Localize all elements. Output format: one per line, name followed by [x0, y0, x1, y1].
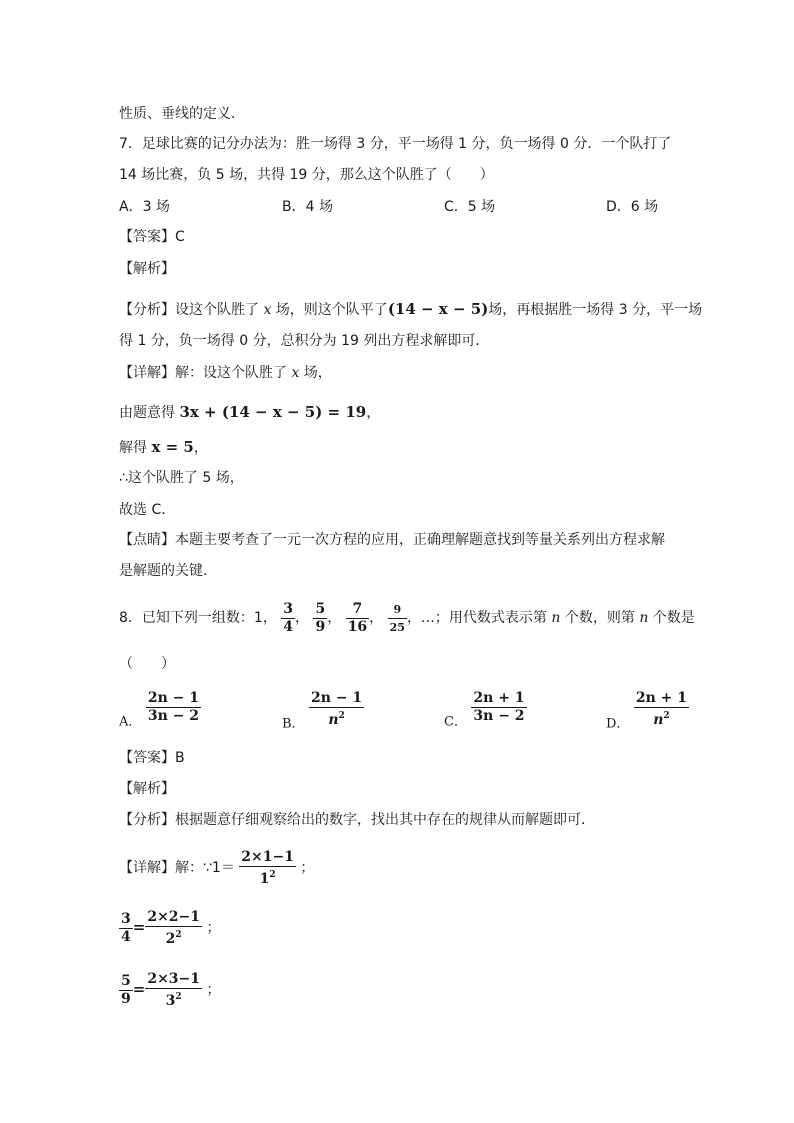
q7-solution-line: 解得 x = 5，	[119, 438, 208, 456]
q7-solution: x = 5	[151, 438, 194, 456]
q7-equation: 3x + (14 − x − 5) = 19	[179, 403, 367, 421]
q8-fraction-2: $\frac{5}{9}$	[315, 600, 326, 635]
q8-detail-right-fraction-3: $\frac{2\times 3-1}{3^2}$	[147, 970, 201, 1009]
q8-answer: 【答案】B	[119, 750, 185, 766]
q8-detail-line1: 【详解】解：∵1＝ $\frac{2\times 1-1}{1^2}$ ；	[119, 848, 315, 887]
q8-detail-left-fraction-2: $\frac{3}{4}$	[121, 910, 131, 945]
q8-option-b: B． $\frac{2n - 1}{n^2}$	[282, 690, 363, 732]
q7-jiexi-heading: 【解析】	[119, 261, 175, 277]
q8-detail-left-fraction-3: $\frac{5}{9}$	[121, 972, 131, 1007]
q7-detail: 【详解】解：设这个队胜了 x 场，	[119, 365, 332, 381]
q7-stem-line1: 7．足球比赛的记分办法为：胜一场得 3 分，平一场得 1 分，负一场得 0 分．一个队打了	[119, 136, 672, 152]
q7-stem-line2: 14 场比赛，负 5 场，共得 19 分，那么这个队胜了（ ）	[119, 167, 494, 183]
q8-fraction-3: $\frac{7}{16}$	[347, 600, 368, 635]
q8-detail-right-fraction-2: $\frac{2\times 2-1}{2^2}$	[147, 908, 201, 947]
q7-choose: 故选 C．	[119, 502, 176, 518]
q8-option-d: D． $\frac{2n + 1}{n^2}$	[606, 690, 688, 732]
q8-detail-line3: $\frac{5}{9}$ = $\frac{2\times 3-1}{3^2}$ ；	[121, 970, 221, 1009]
q8-option-c: C． $\frac{2n + 1}{3n - 2}$	[444, 690, 525, 730]
q7-analysis-line1: 【分析】设这个队胜了 x 场，则这个队平了(14 − x − 5)场，再根据胜一场得 3 分，平一场	[119, 300, 703, 318]
q8-detail-line2: $\frac{3}{4}$ = $\frac{2\times 2-1}{2^2}$ ；	[121, 908, 221, 947]
q7-comment-line1: 【点睛】本题主要考查了一元一次方程的应用，正确理解题意找到等量关系列出方程求解	[119, 532, 665, 548]
q7-equation-line: 由题意得 3x + (14 − x − 5) = 19，	[119, 403, 381, 421]
q8-fraction-4: $\frac{9}{25}$	[389, 602, 405, 634]
text-line-top: 性质、垂线的定义．	[119, 106, 245, 122]
q7-analysis-line2: 得 1 分，负一场得 0 分，总积分为 19 列出方程求解即可．	[119, 333, 490, 349]
q8-detail-fraction-1: $\frac{2\times 1-1}{1^2}$	[241, 848, 294, 887]
q7-option-c: C．5 场	[444, 199, 496, 215]
q8-fraction-1: $\frac{3}{4}$	[283, 600, 294, 635]
q7-option-d: D．6 场	[606, 199, 659, 215]
q7-answer: 【答案】C	[119, 229, 185, 245]
q8-stem-line1: 8．已知下列一组数：1， $\frac{3}{4}$ ， $\frac{5}{9}$ ， $\frac{7}{16}$ ， $\frac{9}{25}$ ，…；用代数式表示第 n 个数，则第 n 个数是	[119, 600, 695, 635]
q7-conclusion: ∴这个队胜了 5 场，	[119, 470, 244, 486]
q7-option-b: B．4 场	[282, 199, 333, 215]
q7-comment-line2: 是解题的关键．	[119, 563, 217, 579]
q8-jiexi-heading: 【解析】	[119, 781, 175, 797]
q7-expression: (14 − x − 5)	[387, 300, 489, 318]
q8-paren: （ ）	[119, 656, 175, 672]
q7-option-a: A．3 场	[119, 199, 170, 215]
q8-option-a: A． $\frac{2n - 1}{3n - 2}$	[119, 690, 199, 730]
q8-analysis: 【分析】根据题意仔细观察给出的数字，找出其中存在的规律从而解题即可．	[119, 812, 595, 828]
